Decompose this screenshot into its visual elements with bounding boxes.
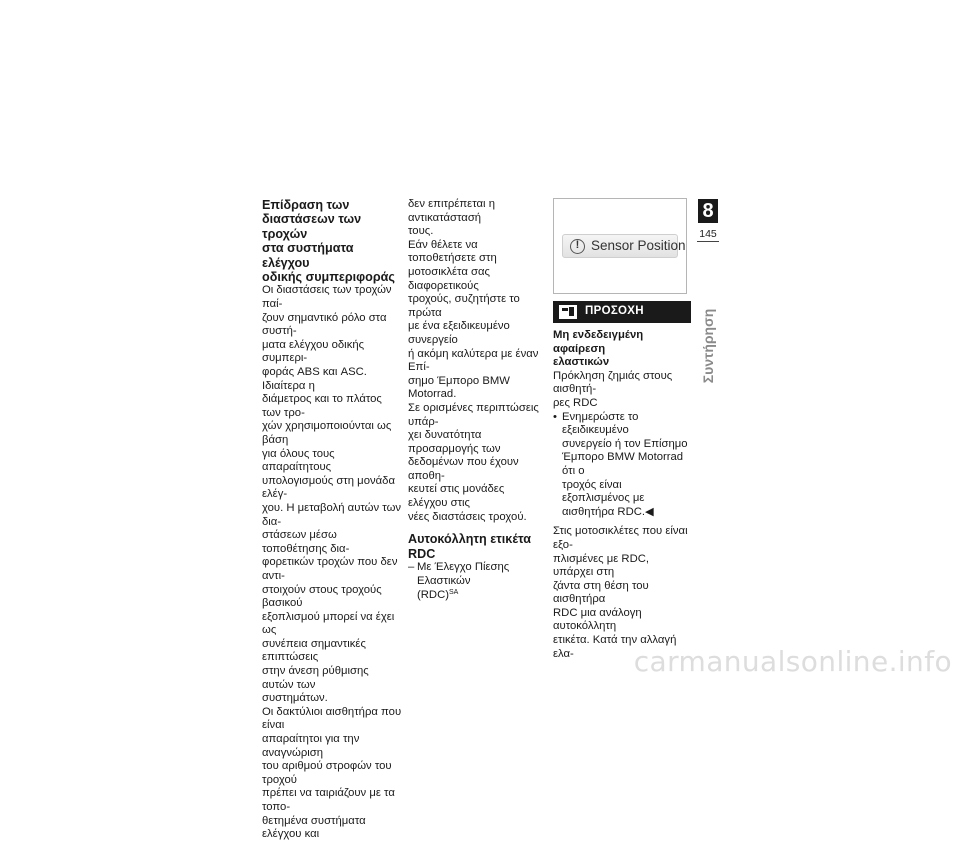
chapter-title: Συντήρηση — [700, 308, 716, 384]
section-heading-rdc-label: Αυτοκόλλητη ετικέτα RDC — [408, 532, 532, 561]
page-number: 145 — [699, 228, 717, 240]
column-3 — [553, 198, 691, 661]
page-divider — [697, 241, 719, 242]
warning-icon: ! — [570, 239, 585, 254]
caution-label: ΠΡΟΣΟΧΗ — [585, 305, 644, 318]
paragraph-different-wheels: Εάν θέλετε να τοποθετήσετε στη μοτοσικλέτα σας διαφορετικούς τροχούς, συζητήστε το πρώτα με ένα εξειδικευμένο συνεργείο ή ακόμη καλύτερα με έναν Επί- σημο Έμπορο BMW Motorrad. Σε ορισμένες περιπτώσεις υπάρ- χει δυνατότητα προσαρμογής των δεδομένων που έχουν αποθη- κευτεί στις μονάδες ελέγχου στις νέες διαστάσεις τροχού. — [408, 238, 539, 523]
watermark: carmanualsonline.info — [633, 645, 952, 678]
paragraph-no-replacement: δεν επιτρέπεται η αντικατάστασή τους. — [408, 198, 495, 238]
paragraph-sensor-rings: Οι δακτύλιοι αισθητήρα που είναι απαραίτητοι για την αναγνώριση του αριθμού στροφών του τροχού πρέπει να ταιριάζουν με τα τοπο- θετημένα συστήματα ελέγχου και — [262, 705, 402, 841]
sa-superscript: SA — [449, 588, 459, 596]
section-heading-wheel-dimensions: Επίδραση των διαστάσεων των τροχών στα συστήματα ελέγχου οδικής συμπεριφοράς — [262, 198, 395, 285]
caution-hand-icon — [559, 305, 577, 319]
paragraph-rdc-sticker: Στις μοτοσικλέτες που είναι εξο- πλισμένες με RDC, υπάρχει στη ζάντα στη θέση του αισθητήρα RDC μια ανάλογη αυτοκόλλητη ετικέτα. Κατά την αλλαγή ελα- — [553, 525, 688, 660]
dash-mark: – — [408, 561, 415, 574]
column-1 — [262, 198, 402, 842]
caution-paragraph: Πρόκληση ζημιάς στους αισθητή- ρες RDC — [553, 369, 673, 409]
lcd-message: Sensor Position — [591, 238, 686, 254]
chapter-number: 8 — [698, 199, 718, 223]
end-mark-icon: ◀ — [645, 505, 654, 518]
paragraph-wheel-dimensions: Οι διαστάσεις των τροχών παί- ζουν σημαντικό ρόλο στα συστή- ματα ελέγχου οδικής συμπερι- φοράς ABS και ASC. Ιδιαίτερα η διάμετρος και το πλάτος των τρο- χών χρησιμοποιούνται ως βάση για όλους τους απαραίτητους υπολογισμούς στη μονάδα ελέγ- χου. Η μεταβολή αυτών των δια- στάσεων μέσω τοποθέτησης δια- φορετικών τροχών που δεν αντι- στοιχούν στους τροχούς βασικού εξοπλισμού μπορεί να έχει ως συνέπεια σημαντικές επιπτώσεις στην άνεση ρύθμισης αυτών των συστημάτων. — [262, 284, 402, 705]
column-2 — [408, 198, 546, 602]
bullet-mark: • — [553, 410, 557, 423]
list-item-rdc-option: – Με Έλεγχο Πίεσης Ελαστικών (RDC)$^{SA}$ — [408, 561, 510, 601]
caution-banner — [553, 301, 691, 323]
caution-heading: Μη ενδεδειγμένη αφαίρεση ελαστικών — [553, 329, 644, 369]
display-illustration — [553, 198, 687, 294]
caution-bullet-item: • Ενημερώστε το εξειδικευμένο συνεργείο ή τον Επίσημο Έμπορο BMW Motorrad ότι ο τροχός είναι εξοπλισμένος με αισθητήρα RDC.◀ — [553, 410, 688, 518]
lcd-panel — [562, 234, 686, 258]
